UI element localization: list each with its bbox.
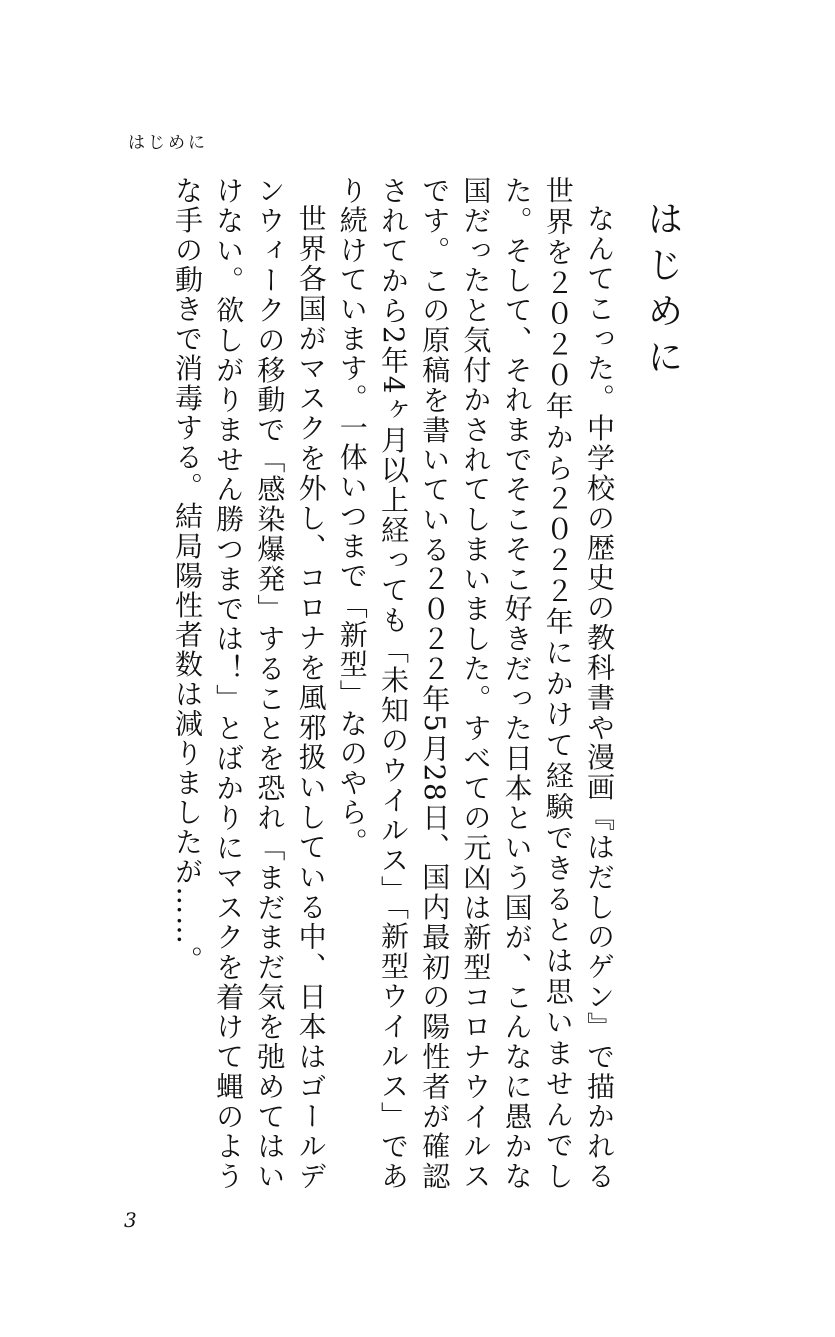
paragraph-2: 世界各国がマスクを外し、コロナを風邪扱いしている中、日本はゴールデンウィークの移動で「感染爆発」することを恐れ「まだまだ気を弛めてはいけない。欲しがりません勝つまでは！」とばかりにマスクを着けて蝿のような手の動きで消毒する。結局陽性者数は減りましたが……。 bbox=[170, 176, 328, 1191]
running-head: はじめに bbox=[128, 133, 208, 153]
chapter-title: はじめに bbox=[642, 200, 683, 384]
page-number: 3 bbox=[124, 1208, 137, 1232]
body-text bbox=[167, 176, 620, 1191]
paragraph-1: なんてこった。中学校の歴史の教科書や漫画『はだしのゲン』で描かれる世界を２０２０年から２０２２年にかけて経験できるとは思いませんでした。そして、それまでそこそこ好きだった日本という国が、こんなに愚かな国だったと気付かされてしまいました。すべての元凶は新型コロナウイルスです。この原稿を書いている２０２２年5月28日、国内最初の陽性者が確認されてから2年4ヶ月以上経っても「未知のウイルス」「新型ウイルス」であり続けています。一体いつまで「新型」なのやら。 bbox=[335, 176, 616, 1191]
